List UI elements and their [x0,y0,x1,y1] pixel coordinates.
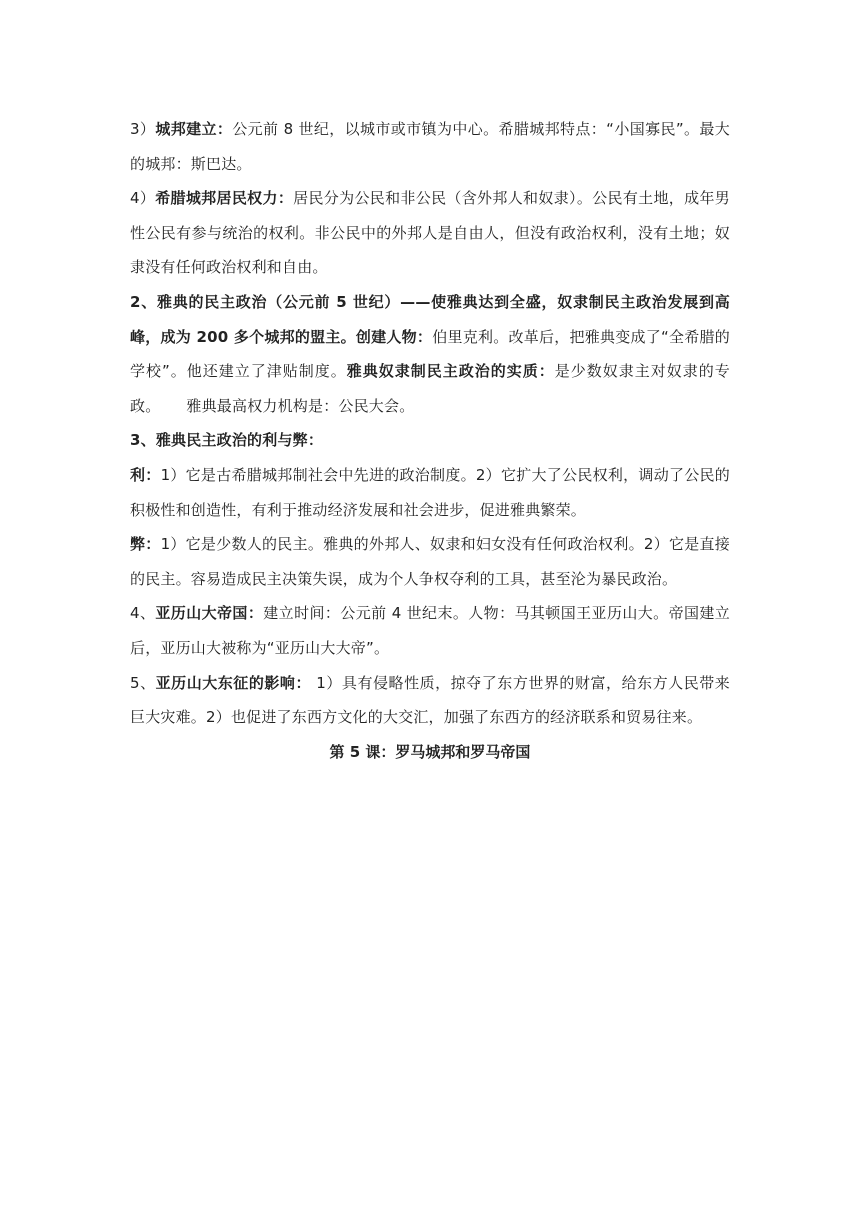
essence-label: 雅典奴隶制民主政治的实质： [346,362,555,381]
section-heading: 2、雅典的民主政治（公元前 5 世纪）——使雅典达到全盛，奴隶制民主政治发展到高峰，成为 200 多个城邦的盟主。 [130,292,730,346]
item-prefix: 4、 [130,604,156,623]
item-heading: 亚历山大东征的影响： [155,673,311,692]
section-heading: 3、雅典民主政治的利与弊： [130,431,324,450]
essence-text: 是少数奴隶主对奴隶的专政。 [130,362,731,415]
paragraph-city-state-founding [130,112,730,181]
pros-text: 1）它是古希腊城邦制社会中先进的政治制度。2）它扩大了公民权利，调动了公民的积极性和创造性，有利于推动经济发展和社会进步，促进雅典繁荣。 [130,465,730,519]
item-prefix: 4） [130,189,156,208]
item-prefix: 5、 [130,673,156,692]
cons-label: 弊： [130,535,161,554]
item-text: 建立时间：公元前 4 世纪末。人物：马其顿国王亚历山大。帝国建立后，亚历山大被称为“亚历山大大帝”。 [130,604,731,657]
paragraph-pros-cons-heading [130,423,730,458]
item-text: 居民分为公民和非公民（含外邦人和奴隶）。公民有土地，成年男性公民有参与统治的权利。非公民中的外邦人是自由人，但没有政治权利，没有土地；奴隶没有任何政治权利和自由。 [130,189,730,277]
item-text: 1）具有侵略性质，掠夺了东方世界的财富，给东方人民带来巨大灾难。2）也促进了东西方文化的大交汇，加强了东西方的经济联系和贸易往来。 [130,673,730,727]
lesson-title: 第 5 课：罗马城邦和罗马帝国 [329,742,531,761]
pros-label: 利： [130,465,161,484]
cons-text: 1）它是少数人的民主。雅典的外邦人、奴隶和妇女没有任何政治权利。2）它是直接的民主。容易造成民主决策失误，成为个人争权夺利的工具，甚至沦为暴民政治。 [130,535,730,588]
item-text: 公元前 8 世纪，以城市或市镇为中心。希腊城邦特点：“小国寡民”。最大的城邦：斯巴达。 [130,120,731,173]
paragraph-cons [130,527,730,596]
authority-text: 雅典最高权力机构是：公民大会。 [186,396,415,415]
founder-label: 创建人物： [355,327,433,346]
paragraph-pros [130,458,730,527]
item-heading: 城邦建立： [155,120,233,138]
document-page [130,112,730,769]
item-heading: 亚历山大帝国： [155,604,264,623]
item-prefix: 3） [130,120,156,138]
paragraph-alexander-empire [130,596,730,665]
paragraph-athenian-democracy [130,285,730,423]
item-heading: 希腊城邦居民权力： [155,189,294,208]
paragraph-eastern-expedition [130,666,730,735]
founder-text: 伯里克利。改革后，把雅典变成了“全希腊的学校”。他还建立了津贴制度。 [130,327,730,381]
paragraph-citizen-rights [130,181,730,285]
